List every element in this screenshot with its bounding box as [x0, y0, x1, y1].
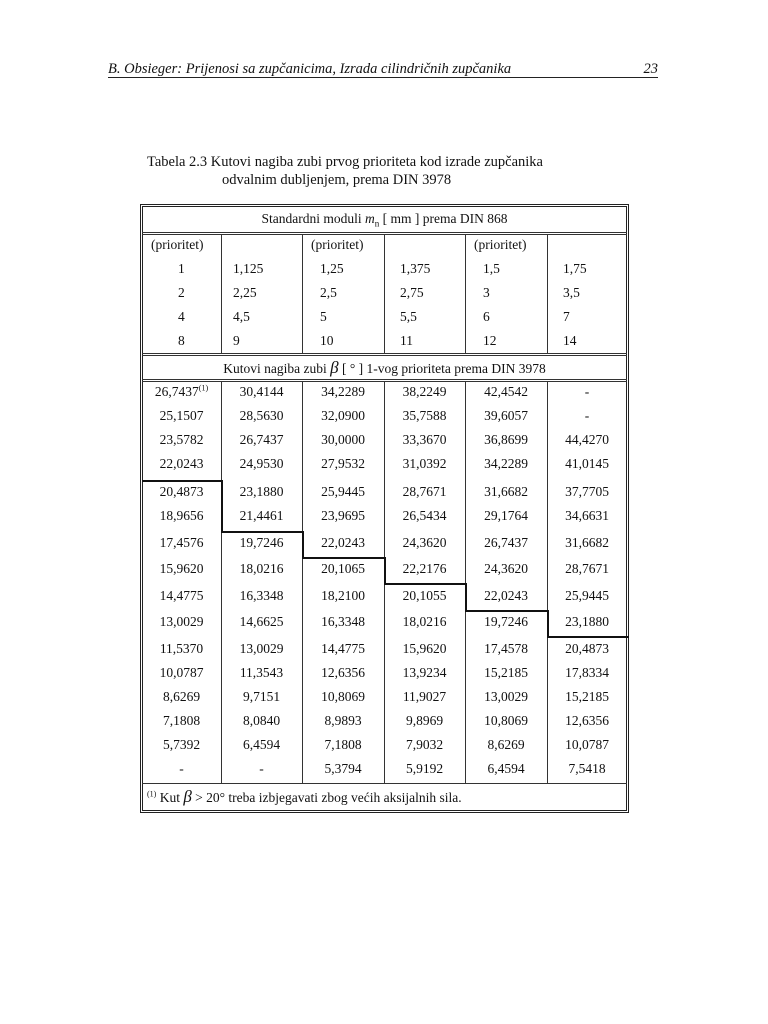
module-cell: 2,75	[400, 285, 424, 300]
angle-cell: 31,6682	[565, 535, 609, 550]
module-cell: 8	[178, 333, 185, 348]
priority-label: (prioritet)	[311, 237, 364, 252]
angle-cell: 34,2289	[321, 384, 365, 399]
modules-symbol: m	[365, 211, 375, 226]
stair-step-rule	[465, 610, 549, 612]
module-cell: 4,5	[233, 309, 250, 324]
module-cell: 5,5	[400, 309, 417, 324]
angle-cell: 17,4578	[484, 641, 528, 656]
angle-cell: 8,6269	[162, 689, 201, 704]
angle-cell: 28,7671	[402, 484, 447, 499]
module-cell: 3,5	[563, 285, 580, 300]
angle-cell: 28,7671	[565, 561, 609, 576]
stair-step-rule	[221, 480, 223, 533]
modules-title: Standardni moduli $m_n$ [ mm ] prema DIN 868	[261, 211, 508, 229]
angle-cell: 12,6356	[321, 665, 365, 680]
angle-cell: 21,4461	[239, 508, 284, 523]
angle-cell: 7,5418	[568, 761, 606, 776]
angle-cell: 11,5370	[159, 641, 204, 656]
module-cell: 1,75	[563, 261, 587, 276]
angle-cell: -	[584, 408, 590, 423]
angle-cell: 16,3348	[239, 588, 284, 603]
header-title: B. Obsieger: Prijenosi sa zupčanicima, Izrada cilindričnih zupčanika	[108, 61, 512, 77]
angle-cell: 37,7705	[565, 484, 609, 499]
angle-table	[140, 204, 629, 813]
angles-col-divider	[465, 381, 466, 783]
angle-cell: 13,0029	[484, 689, 528, 704]
stair-step-rule	[465, 583, 467, 612]
angle-cell: 5,3794	[324, 761, 362, 776]
table-footnote: $^{(1)}$ Kut β > 20° treba izbjegavati zbog većih aksijalnih sila.	[147, 787, 462, 806]
module-cell: 11	[400, 333, 413, 348]
rule-above-footnote	[142, 783, 627, 784]
angle-cell: 23,9695	[321, 508, 365, 523]
angle-cell: 16,3348	[321, 614, 365, 629]
module-cell: 1,25	[320, 261, 344, 276]
angle-cell: 14,6625	[239, 614, 284, 629]
angle-cell: 36,8699	[484, 432, 528, 447]
angle-cell: 39,6057	[484, 408, 528, 423]
module-cell: 1	[178, 261, 185, 276]
module-cell: 7	[563, 309, 570, 324]
module-cell: 10	[320, 333, 334, 348]
angle-cell: 5,7392	[162, 737, 201, 752]
angle-cell: 24,3620	[484, 561, 528, 576]
rule-above-angles-title	[142, 353, 627, 354]
stair-step-rule	[302, 557, 386, 559]
angle-cell: -	[584, 384, 590, 399]
angle-cell: 19,7246	[484, 614, 528, 629]
angle-cell: 26,7437$^{(1)}$	[154, 383, 209, 399]
footnote-mark: (1)	[147, 789, 157, 799]
module-cell: 2	[178, 285, 185, 300]
angle-cell: 11,9027	[402, 689, 447, 704]
angle-cell: 14,4775	[159, 588, 204, 603]
angle-cell: 19,7246	[239, 535, 284, 550]
angle-cell: 20,1055	[402, 588, 447, 603]
angle-cell: 24,3620	[402, 535, 447, 550]
angle-cell: 13,9234	[402, 665, 447, 680]
angle-cell: 12,6356	[565, 713, 609, 728]
stair-step-rule	[547, 636, 629, 638]
angle-cell: 22,0243	[159, 456, 204, 471]
angle-cell: 30,0000	[321, 432, 365, 447]
page-number: 23	[643, 61, 658, 77]
angle-cell: 31,6682	[484, 484, 528, 499]
modules-symbol-sub: n	[374, 218, 380, 229]
angle-cell: 20,4873	[159, 484, 204, 499]
angle-cell: 20,4873	[565, 641, 609, 656]
module-cell: 2,5	[320, 285, 337, 300]
modules-col-divider	[384, 234, 385, 353]
angle-cell: 38,2249	[402, 384, 447, 399]
angle-cell: 5,9192	[405, 761, 444, 776]
stair-step-rule	[142, 480, 223, 482]
angles-col-divider	[547, 381, 548, 783]
angle-cell: 6,4594	[242, 737, 281, 752]
angles-title: Kutovi nagiba zubi β [ ° ] 1-vog prioriteta prema DIN 3978	[223, 358, 546, 377]
priority-label: (prioritet)	[151, 237, 204, 252]
rule-below-modules-title	[142, 232, 627, 233]
angle-cell: 18,0216	[402, 614, 447, 629]
angle-cell: 41,0145	[565, 456, 609, 471]
angle-cell: 15,9620	[159, 561, 204, 576]
modules-col-divider	[465, 234, 466, 353]
angle-cell: 29,1764	[484, 508, 528, 523]
angle-cell: 22,0243	[321, 535, 365, 550]
angle-cell: 35,7588	[402, 408, 447, 423]
angle-cell: 18,2100	[321, 588, 365, 603]
footnote-beta-symbol: β	[183, 787, 192, 806]
angle-cell: 27,9532	[321, 456, 365, 471]
module-cell: 3	[483, 285, 490, 300]
angle-cell: 7,9032	[405, 737, 444, 752]
modules-col-divider	[302, 234, 303, 353]
angle-cell: 8,0840	[242, 713, 281, 728]
table-caption	[147, 153, 543, 189]
module-cell: 14	[563, 333, 577, 348]
stair-step-rule	[384, 583, 467, 585]
angle-cell: 18,0216	[239, 561, 284, 576]
module-cell: 2,25	[233, 285, 257, 300]
priority-label: (prioritet)	[474, 237, 527, 252]
modules-col-divider	[547, 234, 548, 353]
module-cell: 12	[483, 333, 497, 348]
modules-col-divider	[221, 234, 222, 353]
angle-cell: 25,1507	[159, 408, 204, 423]
angle-cell: 28,5630	[239, 408, 284, 423]
angle-cell: 10,8069	[321, 689, 365, 704]
angle-cell: 31,0392	[402, 456, 447, 471]
angle-cell: 10,0787	[565, 737, 609, 752]
angle-cell: 13,0029	[159, 614, 204, 629]
stair-step-rule	[547, 610, 549, 638]
beta-symbol: β	[330, 358, 339, 377]
angle-cell: 11,3543	[239, 665, 284, 680]
angle-cell: 22,0243	[484, 588, 528, 603]
angle-cell: 30,4144	[239, 384, 284, 399]
angle-cell: 22,2176	[402, 561, 447, 576]
angle-cell: 24,9530	[239, 456, 284, 471]
module-cell: 1,5	[483, 261, 500, 276]
stair-step-rule	[384, 557, 386, 585]
angle-cell: 26,5434	[402, 508, 447, 523]
angle-cell: 18,9656	[159, 508, 204, 523]
angle-cell: 7,1808	[162, 713, 201, 728]
module-cell: 5	[320, 309, 327, 324]
angle-cell: 8,6269	[487, 737, 525, 752]
angle-cell: 17,8334	[565, 665, 609, 680]
module-cell: 1,125	[233, 261, 264, 276]
angle-cell: 34,2289	[484, 456, 528, 471]
module-cell: 9	[233, 333, 240, 348]
rule-above-angles-title-2	[142, 355, 627, 356]
angle-cell: 44,4270	[565, 432, 609, 447]
angle-cell: 42,4542	[484, 384, 528, 399]
angle-cell: 26,7437	[239, 432, 284, 447]
angle-cell: 20,1065	[321, 561, 365, 576]
angle-cell: 33,3670	[402, 432, 447, 447]
module-cell: 6	[483, 309, 490, 324]
angle-cell: 8,9893	[324, 713, 362, 728]
angle-cell: 15,2185	[565, 689, 609, 704]
module-cell: 1,375	[400, 261, 431, 276]
angle-cell: 25,9445	[565, 588, 609, 603]
angles-col-divider	[221, 381, 222, 783]
angle-cell: 23,5782	[159, 432, 204, 447]
angle-cell: 17,4576	[159, 535, 204, 550]
angle-cell: 14,4775	[321, 641, 365, 656]
angle-cell: 15,2185	[484, 665, 528, 680]
stair-step-rule	[302, 531, 304, 559]
angle-cell: -	[179, 761, 184, 776]
angle-cell: 10,0787	[159, 665, 204, 680]
stair-step-rule	[221, 531, 304, 533]
angle-cell: 10,8069	[484, 713, 528, 728]
angle-cell: 32,0900	[321, 408, 365, 423]
angle-cell: 23,1880	[565, 614, 609, 629]
angle-cell: 9,8969	[405, 713, 444, 728]
caption-line-1: Tabela 2.3 Kutovi nagiba zubi prvog prioriteta kod izrade zupčanika	[147, 154, 543, 170]
rule-below-angles-title	[142, 379, 627, 380]
module-cell: 4	[178, 309, 185, 324]
angle-cell: 25,9445	[321, 484, 365, 499]
angle-cell: -	[259, 761, 264, 776]
running-header	[108, 61, 658, 78]
footnote-ref: (1)	[198, 383, 209, 393]
angles-col-divider	[302, 381, 303, 783]
angle-cell: 34,6631	[565, 508, 609, 523]
angle-cell: 13,0029	[239, 641, 284, 656]
angle-cell: 26,7437	[484, 535, 528, 550]
angle-cell: 7,1808	[324, 737, 362, 752]
angle-cell: 6,4594	[487, 761, 525, 776]
angle-cell: 9,7151	[242, 689, 281, 704]
angle-cell: 15,9620	[402, 641, 447, 656]
angle-cell: 23,1880	[239, 484, 284, 499]
caption-line-2: odvalnim dubljenjem, prema DIN 3978	[222, 172, 452, 188]
